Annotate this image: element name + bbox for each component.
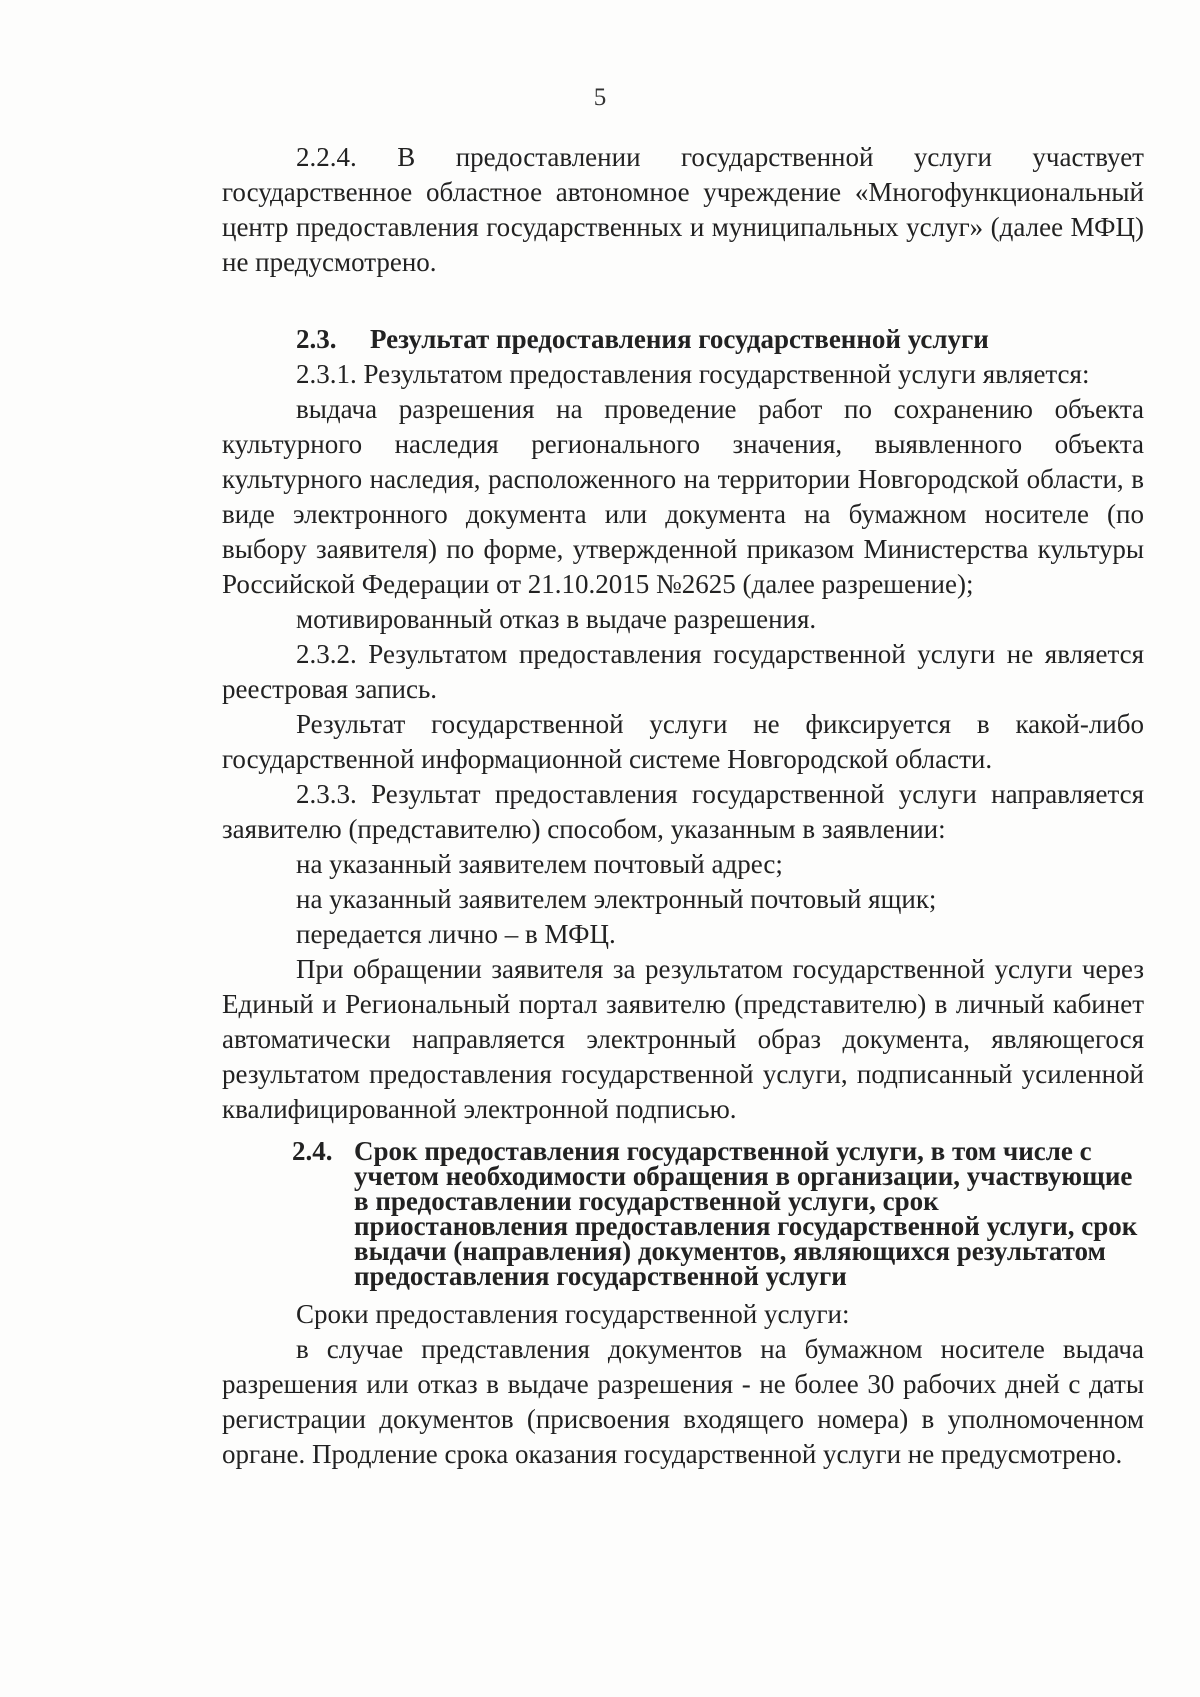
paragraph-2-3-3-b: на указанный заявителем электронный почтовый ящик;: [296, 884, 937, 914]
paragraph-2-3-2: 2.3.2. Результатом предоставления государственной услуги не является реестровая запись.: [222, 639, 1144, 704]
paragraph-2-3-3-c: передается лично – в МФЦ.: [296, 919, 616, 949]
section-number: 2.4.: [292, 1136, 333, 1166]
section-heading-2-3: [222, 322, 1144, 357]
document-body: [222, 140, 1144, 1472]
section-title: Срок предоставления государственной услуги, в том числе с учетом необходимости обращения в организации, участвующие в предоставлении государственной услуги, срок приостановления предоставления государственной услуги, срок выдачи (направления) документов, являющихся результатом предоставления государственной услуги: [354, 1136, 1138, 1291]
paragraph-2-4-2: в случае представления документов на бумажном носителе выдача разрешения или отказ в выдаче разрешения - не более 30 рабочих дней с даты регистрации документов (присвоения входящего номера) в уполномоченном органе. Продление срока оказания государственной услуги не предусмотрено.: [222, 1334, 1144, 1469]
paragraph-2-3-1-a: выдача разрешения на проведение работ по сохранению объекта культурного наследия регионального значения, выявленного объекта культурного наследия, расположенного на территории Новгородской области, в виде электронного документа или документа на бумажном носителе (по выбору заявителя) по форме, утвержденной приказом Министерства культуры Российской Федерации от 21.10.2015 №2625 (далее разрешение);: [222, 394, 1144, 599]
paragraph-2-3-3-d: При обращении заявителя за результатом государственной услуги через Единый и Региональный портал заявителю (представителю) в личный кабинет автоматически направляется электронный образ документа, являющегося результатом предоставления государственной услуги, подписанный усиленной квалифицированной электронной подписью.: [222, 954, 1144, 1124]
spacer: [222, 280, 1144, 314]
paragraph-2-3-1: 2.3.1. Результатом предоставления государственной услуги является:: [296, 359, 1090, 389]
section-heading-2-4: [222, 1136, 1144, 1291]
page-number: 5: [593, 84, 607, 111]
paragraph-2-3-2-a: Результат государственной услуги не фиксируется в какой-либо государственной информационной системе Новгородской области.: [222, 709, 1144, 774]
paragraph-2-4-1: Сроки предоставления государственной услуги:: [296, 1299, 850, 1329]
paragraph-2-2-4: 2.2.4. В предоставлении государственной услуги участвует государственное областное автономное учреждение «Многофункциональный центр предоставления государственных и муниципальных услуг» (далее МФЦ) не предусмотрено.: [222, 142, 1144, 277]
section-number: 2.3.: [296, 324, 337, 354]
paragraph-2-3-3: 2.3.3. Результат предоставления государственной услуги направляется заявителю (представителю) способом, указанным в заявлении:: [222, 779, 1144, 844]
paragraph-2-3-1-b: мотивированный отказ в выдаче разрешения.: [296, 604, 817, 634]
paragraph-2-3-3-a: на указанный заявителем почтовый адрес;: [296, 849, 783, 879]
section-title: Результат предоставления государственной услуги: [370, 324, 989, 354]
